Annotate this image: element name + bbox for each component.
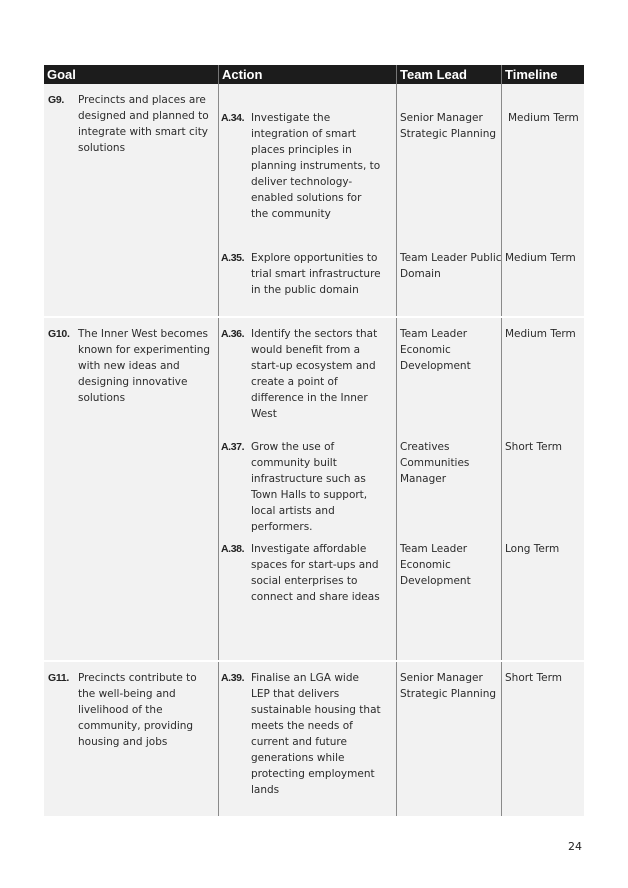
timeline-cell — [501, 84, 584, 316]
header-goal: Goal — [47, 67, 76, 82]
timeline-cell — [501, 662, 584, 816]
team-lead-cell — [396, 318, 501, 660]
timeline-text: Short Term — [505, 441, 562, 453]
goal-block-g9 — [44, 84, 584, 318]
header-action: Action — [218, 65, 396, 84]
action-cell — [218, 662, 396, 816]
action-text: Finalise an LGA wide LEP that delivers sustainable housing that meets the needs of current and future generations while protecting employment lands — [251, 672, 381, 796]
team-lead-text: Team Leader Economic Development — [400, 543, 471, 587]
timeline-cell — [501, 318, 584, 660]
team-lead-text: Senior Manager Strategic Planning — [400, 672, 497, 700]
action-plan-table — [44, 65, 584, 818]
action-code: A.38. — [221, 543, 245, 555]
page-number: 24 — [568, 840, 582, 853]
action-text: Investigate the integration of smart places principles in planning instruments, to deliver technology-enabled solutions for the community — [251, 112, 381, 220]
goal-cell — [44, 318, 218, 660]
goal-code: G10. — [48, 328, 70, 340]
action-code: A.34. — [221, 112, 245, 124]
goal-code: G9. — [48, 94, 65, 106]
goal-text: The Inner West becomes known for experimenting with new ideas and designing innovative solutions — [78, 328, 211, 404]
action-code: A.35. — [221, 252, 245, 264]
action-cell — [218, 84, 396, 316]
goal-text: Precincts and places are designed and planned to integrate with smart city solutions — [78, 94, 209, 154]
action-text: Identify the sectors that would benefit from a start-up ecosystem and create a point of difference in the Inner West — [251, 328, 378, 420]
team-lead-text: Creatives Communities Manager — [400, 441, 470, 485]
goal-cell — [44, 662, 218, 816]
action-text: Grow the use of community built infrastructure such as Town Halls to support, local artists and performers. — [251, 441, 368, 533]
action-code: A.37. — [221, 441, 245, 453]
timeline-text: Medium Term — [508, 112, 579, 124]
table-header — [44, 65, 584, 84]
team-lead-text: Team Leader Public Domain — [400, 252, 502, 280]
header-team-lead: Team Lead — [396, 65, 501, 84]
header-timeline: Timeline — [501, 65, 584, 84]
goal-block-g10 — [44, 318, 584, 662]
action-text: Explore opportunities to trial smart infrastructure in the public domain — [251, 252, 381, 296]
goal-code: G11. — [48, 672, 69, 684]
goal-block-g11 — [44, 662, 584, 818]
timeline-text: Long Term — [505, 543, 560, 555]
goal-text: Precincts contribute to the well-being and livelihood of the community, providing housing and jobs — [78, 672, 197, 748]
timeline-text: Short Term — [505, 672, 562, 684]
team-lead-cell — [396, 662, 501, 816]
timeline-text: Medium Term — [505, 252, 576, 264]
action-text: Investigate affordable spaces for start-ups and social enterprises to connect and share ideas — [251, 543, 380, 603]
action-cell — [218, 318, 396, 660]
timeline-text: Medium Term — [505, 328, 576, 340]
team-lead-cell — [396, 84, 501, 316]
team-lead-text: Senior Manager Strategic Planning — [400, 112, 497, 140]
team-lead-text: Team Leader Economic Development — [400, 328, 471, 372]
goal-cell — [44, 84, 218, 316]
action-code: A.39. — [221, 672, 245, 684]
action-code: A.36. — [221, 328, 245, 340]
